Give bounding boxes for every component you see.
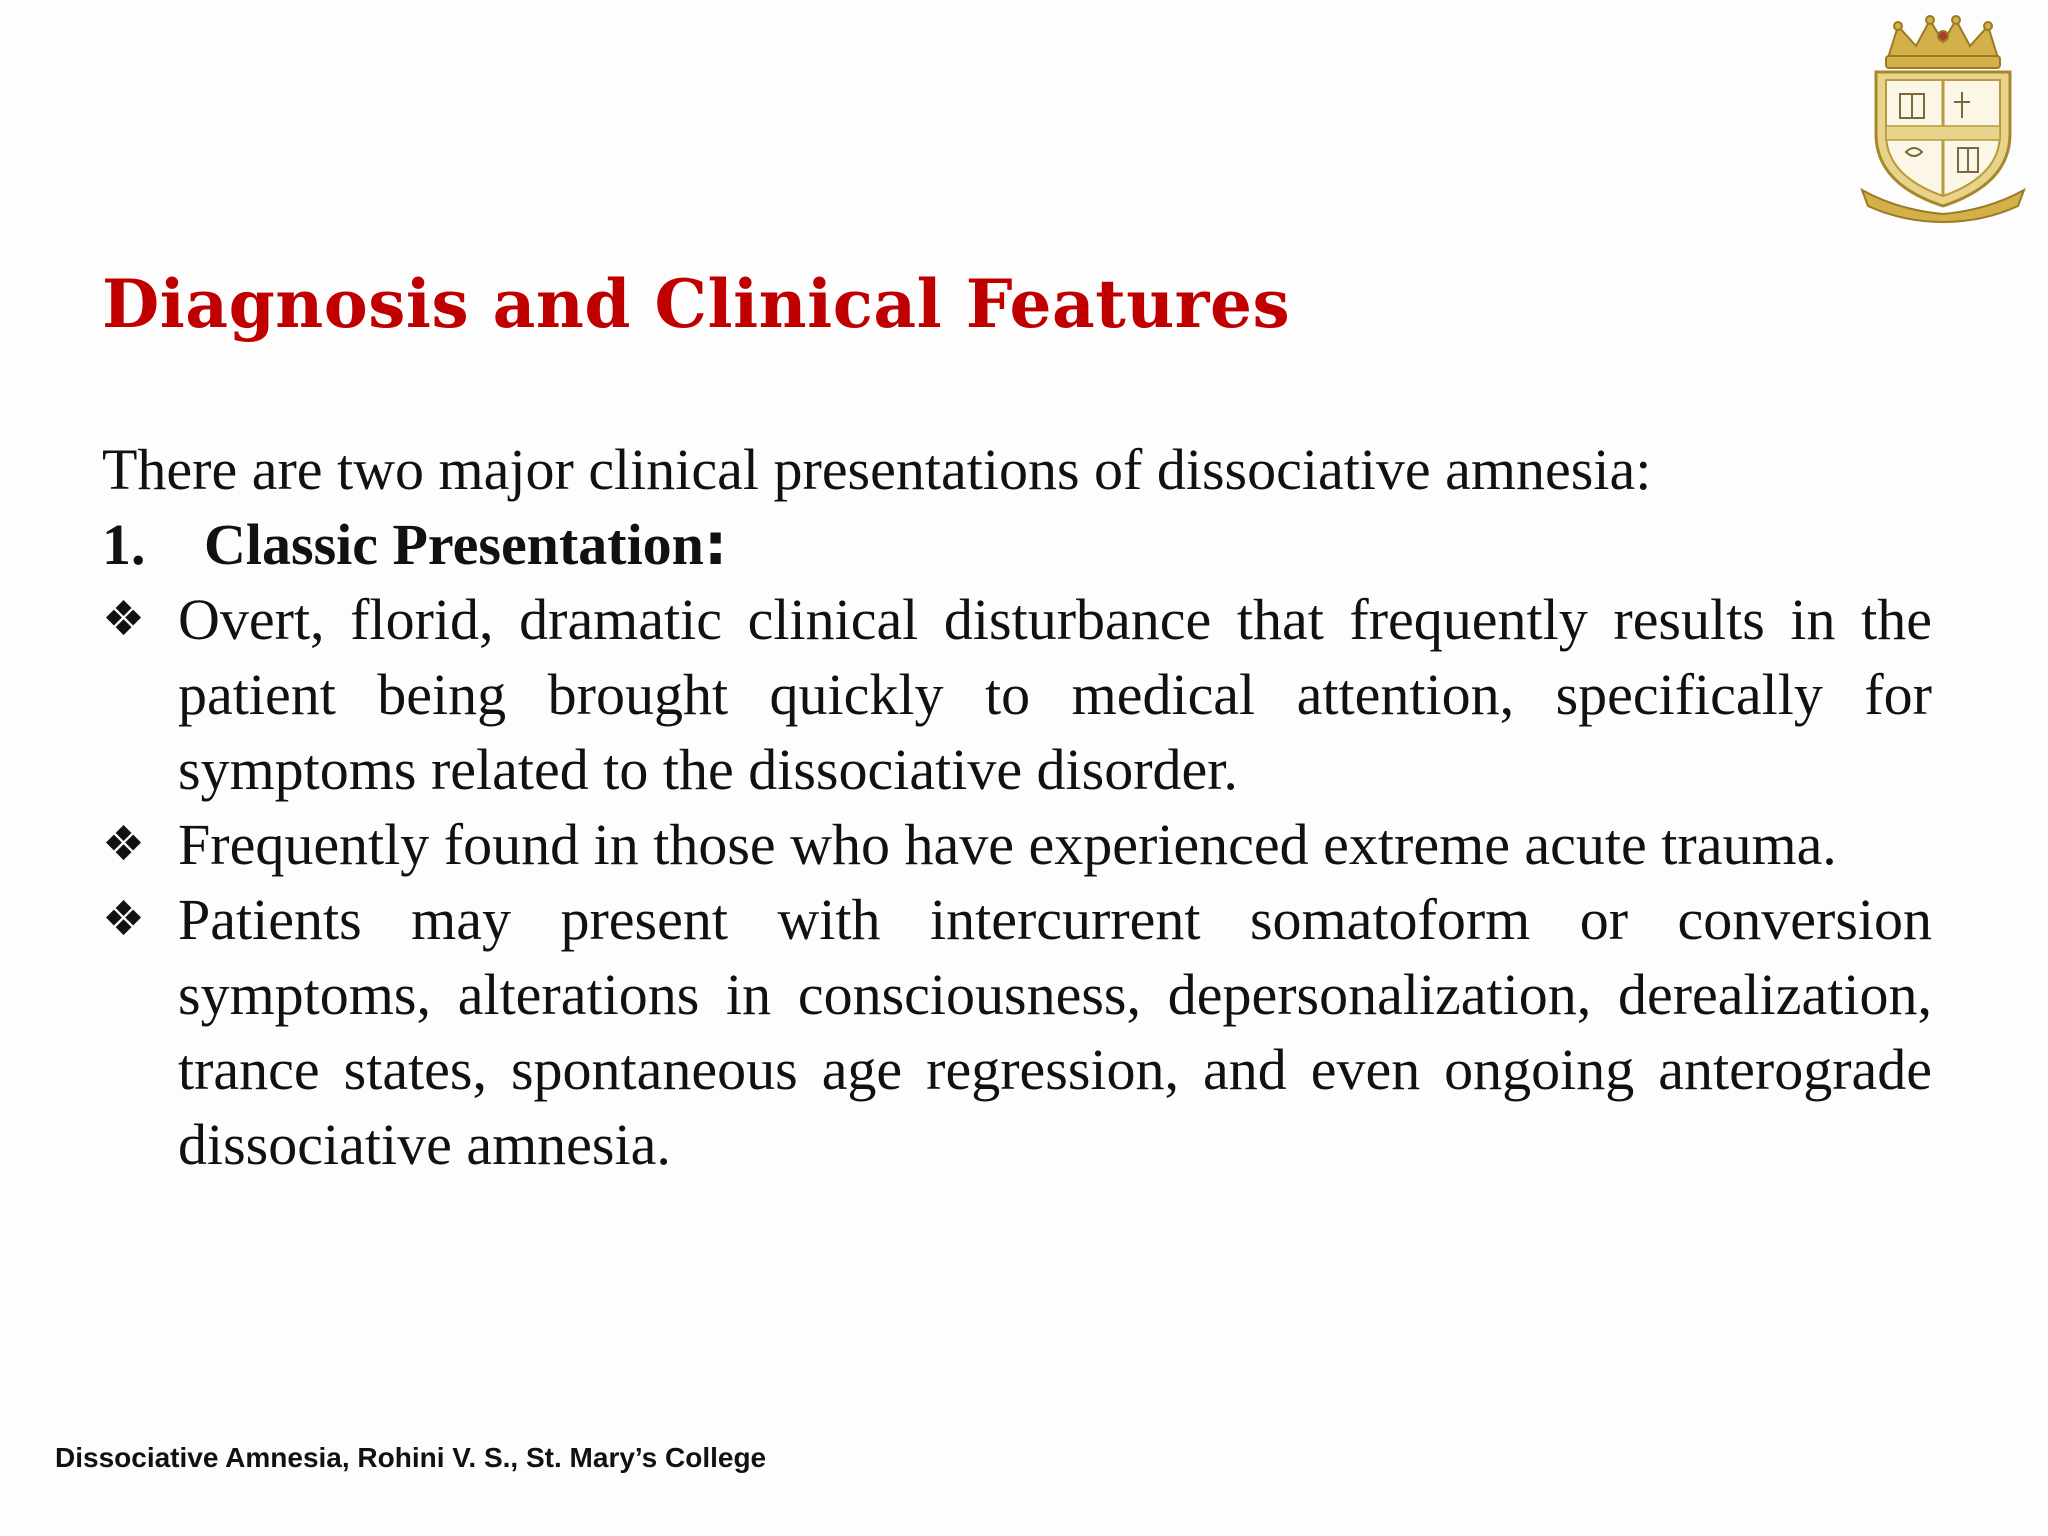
bullet-text: Overt, florid, dramatic clinical disturbance that frequently results in the patient being brought quickly to medical attention, specifically for symptoms related to the dissociative disorder. [178, 587, 1932, 802]
college-crest-icon [1858, 14, 2028, 224]
slide-footer: Dissociative Amnesia, Rohini V. S., St. Mary’s College [55, 1442, 767, 1473]
slide-title: Diagnosis and Clinical Features [102, 265, 1291, 343]
intro-text: There are two major clinical presentations of dissociative amnesia: [102, 437, 1652, 502]
diamond-bullet-icon: ❖ [102, 591, 146, 647]
diamond-bullet-icon: ❖ [102, 816, 146, 872]
list-number: 1. [102, 512, 146, 577]
list-item [102, 807, 1932, 882]
bullet-text: Patients may present with intercurrent somatoform or conversion symptoms, alterations in consciousness, depersonalization, derealization, trance states, spontaneous age regression, and even ongoing anterograde dissociative amnesia. [178, 887, 1932, 1177]
list-item [102, 882, 1932, 1182]
slide-body [102, 432, 1932, 1182]
crown [1886, 16, 2000, 68]
bullet-list [102, 582, 1932, 1182]
numbered-heading [102, 507, 1932, 582]
numbered-heading-label: Classic Presentation [204, 512, 704, 577]
diamond-bullet-icon: ❖ [102, 891, 146, 947]
bullet-text: Frequently found in those who have experienced extreme acute trauma. [178, 812, 1837, 877]
list-item [102, 582, 1932, 807]
numbered-heading-colon: : [703, 510, 728, 578]
